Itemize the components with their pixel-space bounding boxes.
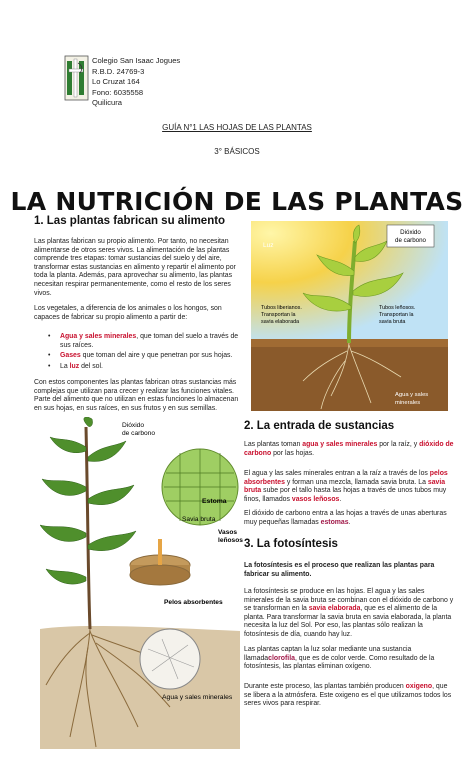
diagram1-label-lenosos-1: Tubos leñosos. — [379, 305, 416, 311]
diagram1-label-liberianos-2: Transportan la — [261, 312, 296, 318]
main-title: LA NUTRICIÓN DE LAS PLANTAS — [10, 187, 464, 216]
text-run: por la raíz, y — [377, 441, 420, 448]
school-city: Quilicura — [92, 98, 122, 108]
section1-heading: 1. Las plantas fabrican su alimento — [34, 215, 226, 227]
diagram1-label-lenosos-3: savia bruta — [379, 319, 406, 325]
diagram2-label-vasos-2: leñosos — [218, 537, 243, 544]
text-run: , que es de color verde. Como resultado de la fotosíntesis, las plantas eliminan oxígeno. — [244, 654, 435, 671]
list-item-text: , que toman del suelo a través de sus raíces. — [60, 333, 239, 349]
list-item — [34, 363, 244, 372]
term-oxigeno: oxigeno — [405, 683, 433, 690]
school-rbd: R.B.D. 24769-3 — [92, 66, 145, 76]
text-run: El agua y las sales minerales entran a la raíz a través de los — [244, 470, 430, 477]
text-run: , que es el alimento de la planta. Para transformar la savia bruta en savia elaborada, la planta necesita la luz del Sol. Por eso, las plantas sólo realizan la fotosíntesis de día, cuando hay luz. — [244, 605, 452, 638]
school-info — [92, 56, 180, 109]
text-run: . — [339, 495, 342, 503]
school-phone: Fono: 6035558 — [92, 87, 144, 97]
diagram2-label-vasos-1: Vasos — [218, 529, 238, 536]
text-run: . — [348, 518, 351, 526]
text-run: El dióxido de carbono entra a las hojas a través de unas aberturas muy pequeñas llamadas — [244, 510, 447, 526]
list-item-pre: La — [60, 362, 70, 370]
term-estomas: estomas — [320, 518, 349, 526]
diagram2-label-estoma: Estoma — [202, 498, 227, 505]
list-item-text: del sol. — [79, 362, 103, 370]
diagram2-label-dioxido-2: de carbono — [122, 430, 155, 437]
section3-paragraph-3 — [244, 646, 454, 672]
term-agua-sales: agua y sales minerales — [302, 441, 378, 448]
text-run: Durante este proceso, las plantas también producen — [244, 683, 406, 690]
text-run: Las plantas toman — [244, 441, 303, 448]
school-address: Lo Cruzat 164 — [92, 77, 140, 87]
grade-label: 3° BÁSICOS — [214, 147, 260, 156]
text-run: sube por el tallo hasta las hojas a través de unos tubos muy finos, llamados — [244, 487, 447, 503]
diagram2-label-pelos: Pelos absorbentes — [164, 599, 223, 606]
term-clorofila: clorofila — [268, 654, 295, 662]
diagram2-label-agua: Agua y sales minerales — [162, 694, 233, 701]
diagram1-label-agua-2: minerales — [395, 400, 421, 406]
term-dioxido: dióxido de carbono — [244, 441, 454, 457]
section1-paragraph-3: Con estos componentes las plantas fabrican otras sustancias más complejas que utilizan para crecer y realizar las funciones vitales. Parte del alimento que no utilizan en estas funciones lo almacenan en sus hojas, en sus raíces, en sus frutos y en sus semillas. — [34, 379, 239, 412]
section2-heading: 2. La entrada de sustancias — [244, 420, 395, 432]
diagram1-label-agua-1: Agua y sales — [395, 392, 429, 398]
section2-paragraph-2 — [244, 470, 454, 504]
term-agua: Agua y sales minerales — [60, 333, 137, 340]
text-run: Las plantas captan la luz solar mediante una sustancia llamada — [244, 646, 412, 662]
section3-paragraph-4 — [244, 683, 454, 709]
nutrient-list — [34, 333, 244, 373]
diagram1-label-liberianos-3: savia elaborada — [261, 319, 300, 325]
text-run: y forman una mezcla, llamada savia bruta. La — [284, 478, 428, 486]
list-item-text: que toman del aire y que penetran por sus hojas. — [80, 352, 233, 360]
diagram1-label-liberianos-1: Tubos liberianos. — [261, 305, 302, 311]
list-item — [34, 333, 244, 350]
term-gases: Gases — [60, 352, 81, 360]
diagram1-label-lenosos-2: Transportan la — [379, 312, 414, 318]
section2-paragraph-3 — [244, 510, 454, 527]
text-run: , que se libera a la atmósfera. Este oxigeno es el que utilizamos todos los seres vivos para respirar. — [244, 683, 452, 708]
plant-sun-illustration — [251, 221, 448, 411]
plant-anatomy-illustration — [40, 417, 264, 749]
diagram2-label-dioxido-1: Dióxido — [122, 422, 144, 429]
section1-paragraph-1: Las plantas fabrican su propio alimento. Por tanto, no necesitan alimentarse de otros seres vivos. La alimentación de las plantas comprende tres etapas: tomar sustancias del suelo y del aire, transformar estas sustancias en alimento y repartir el alimento por toda la planta. Además, para aprovechar su alimento, las plantas necesitan respirar permanentemente, como el resto de los seres vivos. — [34, 238, 236, 297]
guide-title: GUÍA N°1 LAS HOJAS DE LAS PLANTAS — [162, 123, 312, 132]
section1-paragraph-2: Los vegetales, a diferencia de los animales o los hongos, son capaces de fabricar su propio alimento a partir de: — [34, 305, 222, 321]
text-run: La fotosíntesis se produce en las hojas. El agua y las sales minerales de la savia bruta se combinan con el dióxido de carbono y se transforman en la — [244, 588, 454, 613]
term-savia-elaborada: savia elaborada — [308, 605, 361, 613]
diagram2-label-savia: Savia bruta — [182, 516, 216, 523]
section3-paragraph-2 — [244, 588, 454, 640]
school-name: Colegio San Isaac Jogues — [92, 56, 181, 65]
diagram1-label-dioxido-1: Dióxido — [400, 229, 421, 236]
list-item — [34, 352, 244, 361]
term-luz: luz — [69, 362, 80, 370]
term-savia-bruta: savia bruta — [244, 478, 446, 495]
text-run: por las hojas. — [271, 449, 315, 457]
section3-heading: 3. La fotosíntesis — [244, 538, 338, 550]
diagram1-label-dioxido-2: de carbono — [395, 237, 426, 244]
section2-paragraph-1 — [244, 441, 454, 458]
term-pelos: pelos absorbentes — [244, 470, 448, 486]
section3-paragraph-1: La fotosíntesis es el proceso que realizan las plantas para fabricar su alimento. — [244, 562, 435, 578]
school-logo — [64, 55, 89, 101]
diagram1-label-luz: Luz — [263, 242, 274, 249]
term-vasos: vasos leñosos — [291, 495, 340, 503]
